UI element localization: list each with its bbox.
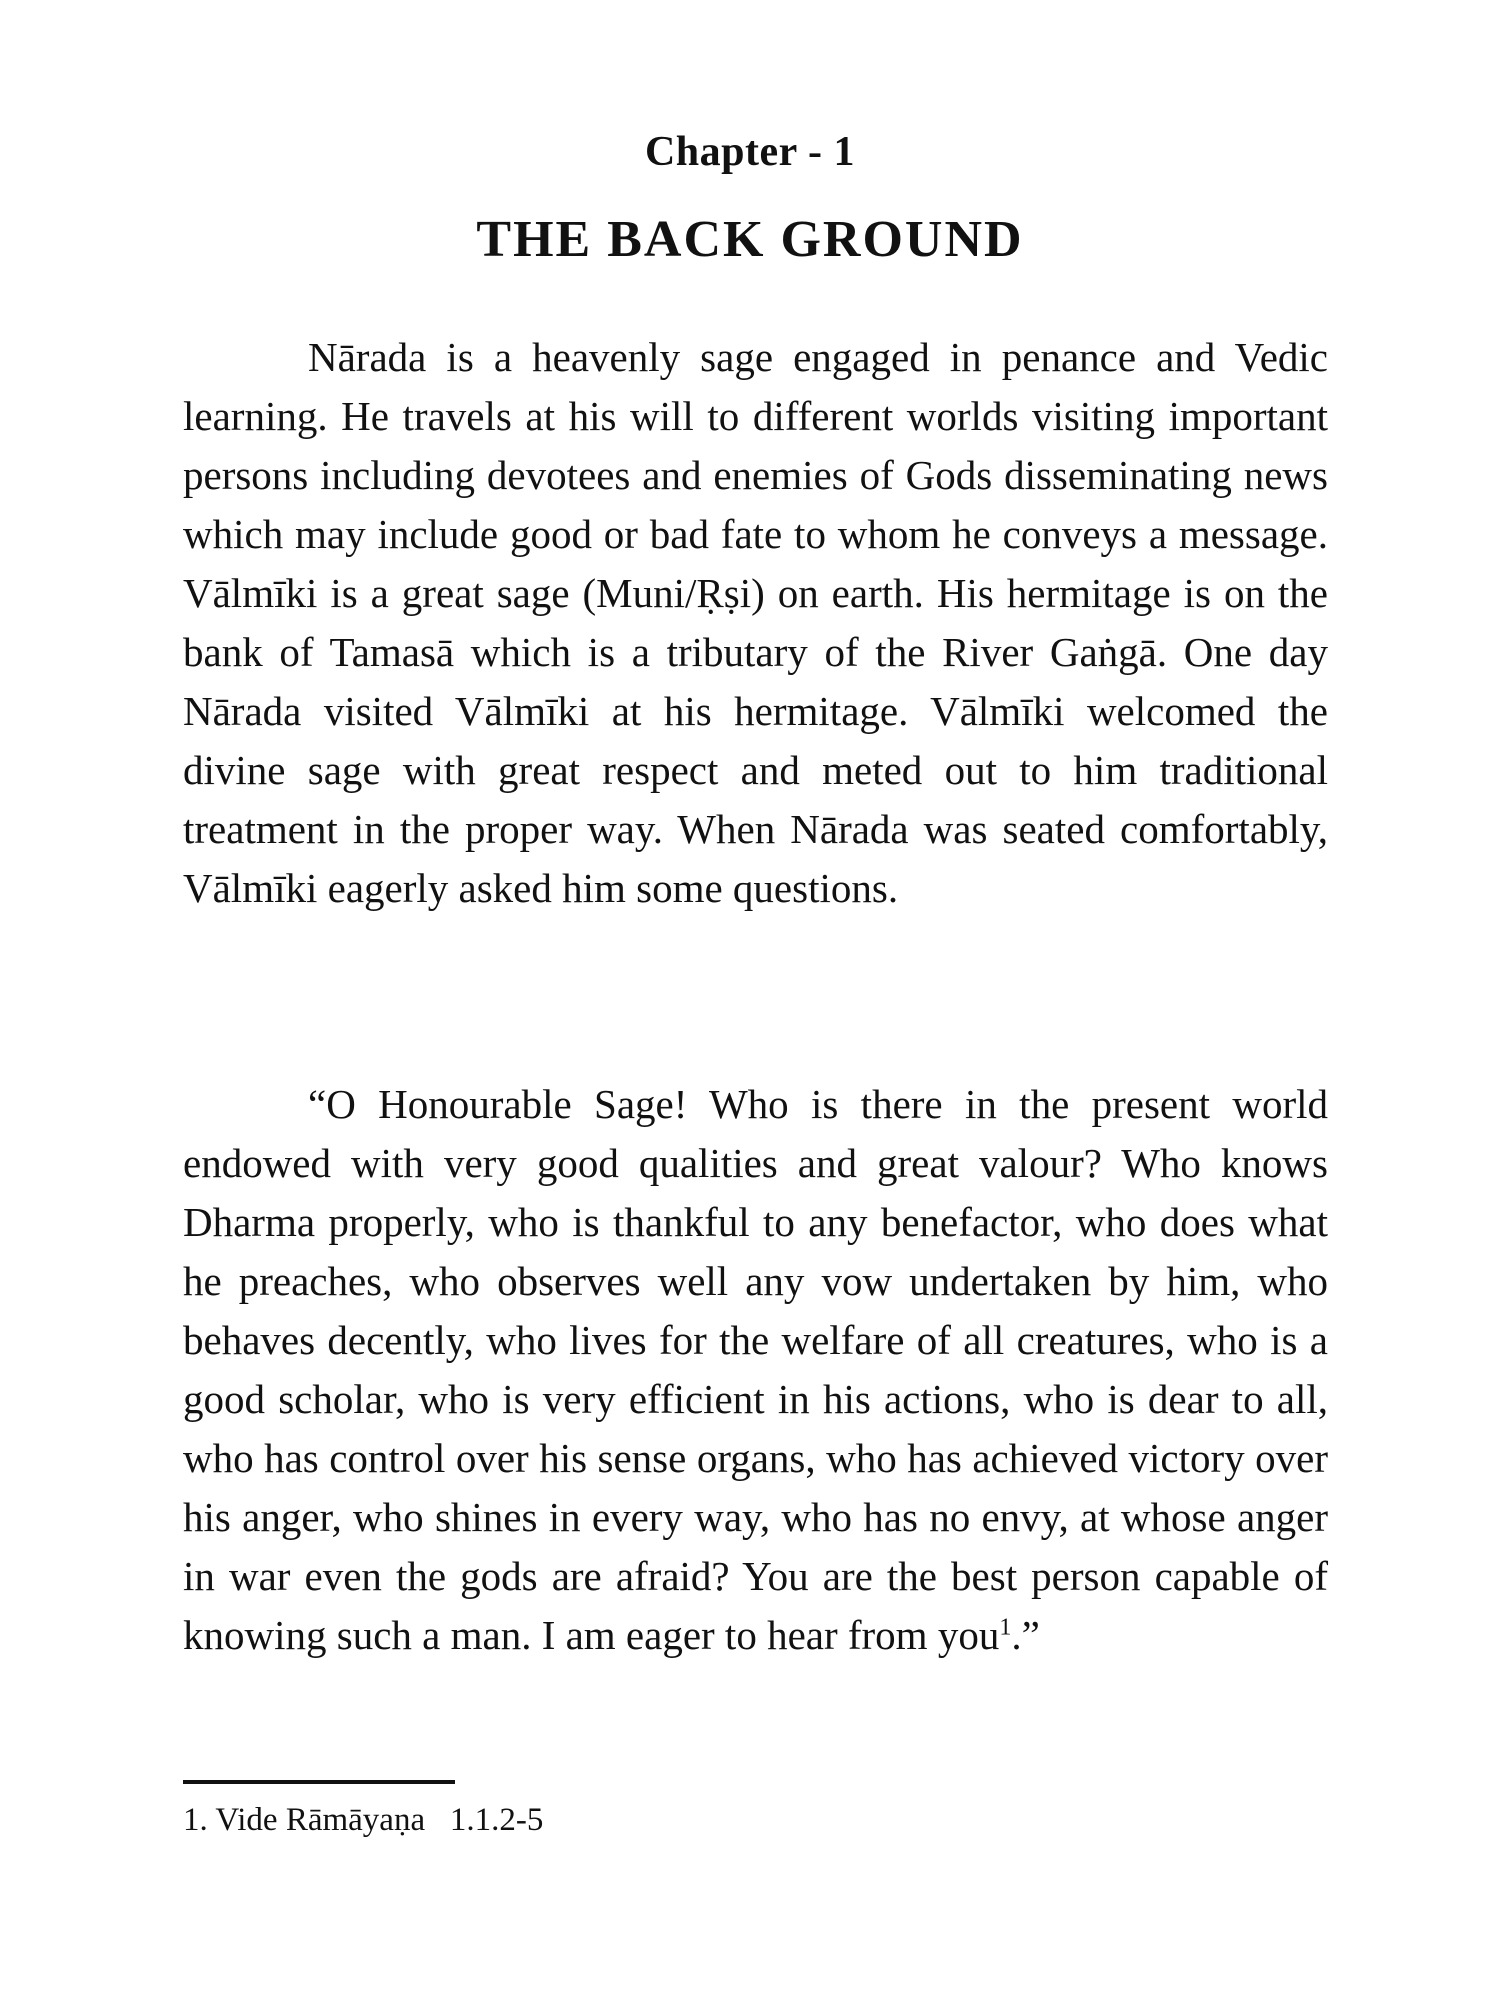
chapter-title: THE BACK GROUND — [476, 211, 1024, 268]
footnote-reference: 1 — [999, 1614, 1012, 1641]
paragraph-1: Nārada is a heavenly sage engaged in penance and Vedic learning. He travels at his will to different worlds visiting important persons including devotees and enemies of Gods disseminating news which may include good or bad fate to whom he conveys a message. Vālmīki is a great sage (Muni/Ṛṣi) on earth. His hermitage is on the bank of Tamasā which is a tributary of the River Gaṅgā. One day Nārada visited Vālmīki at his hermitage. Vālmīki welcomed the divine sage with great respect and meted out to him traditional treatment in the proper way. When Nārada was seated comfortably, Vālmīki eagerly asked him some questions. — [183, 334, 1328, 911]
paragraph-2-text: “O Honourable Sage! Who is there in the present world endowed with very good qualities and great valour? Who knows Dharma properly, who is thankful to any benefactor, who does what he preaches, who observes well any vow undertaken by him, who behaves decently, who lives for the welfare of all creatures, who is a good scholar, who is very efficient in his actions, who is dear to all, who has control over his sense organs, who has achieved victory over his anger, who shines in every way, who has no envy, at whose anger in war even the gods are afraid? You are the best person capable of knowing such a man. I am eager to hear from you — [183, 1081, 1328, 1658]
paragraph-1-block — [183, 328, 1328, 918]
chapter-label: Chapter - 1 — [644, 129, 856, 175]
footnote: 1. Vide Rāmāyaṇa 1.1.2-5 — [183, 1802, 544, 1838]
paragraph-2-block — [183, 1075, 1328, 1665]
footnote-divider — [183, 1780, 455, 1784]
paragraph-2-closing: .” — [1011, 1612, 1040, 1658]
paragraph-2 — [183, 1075, 1328, 1665]
